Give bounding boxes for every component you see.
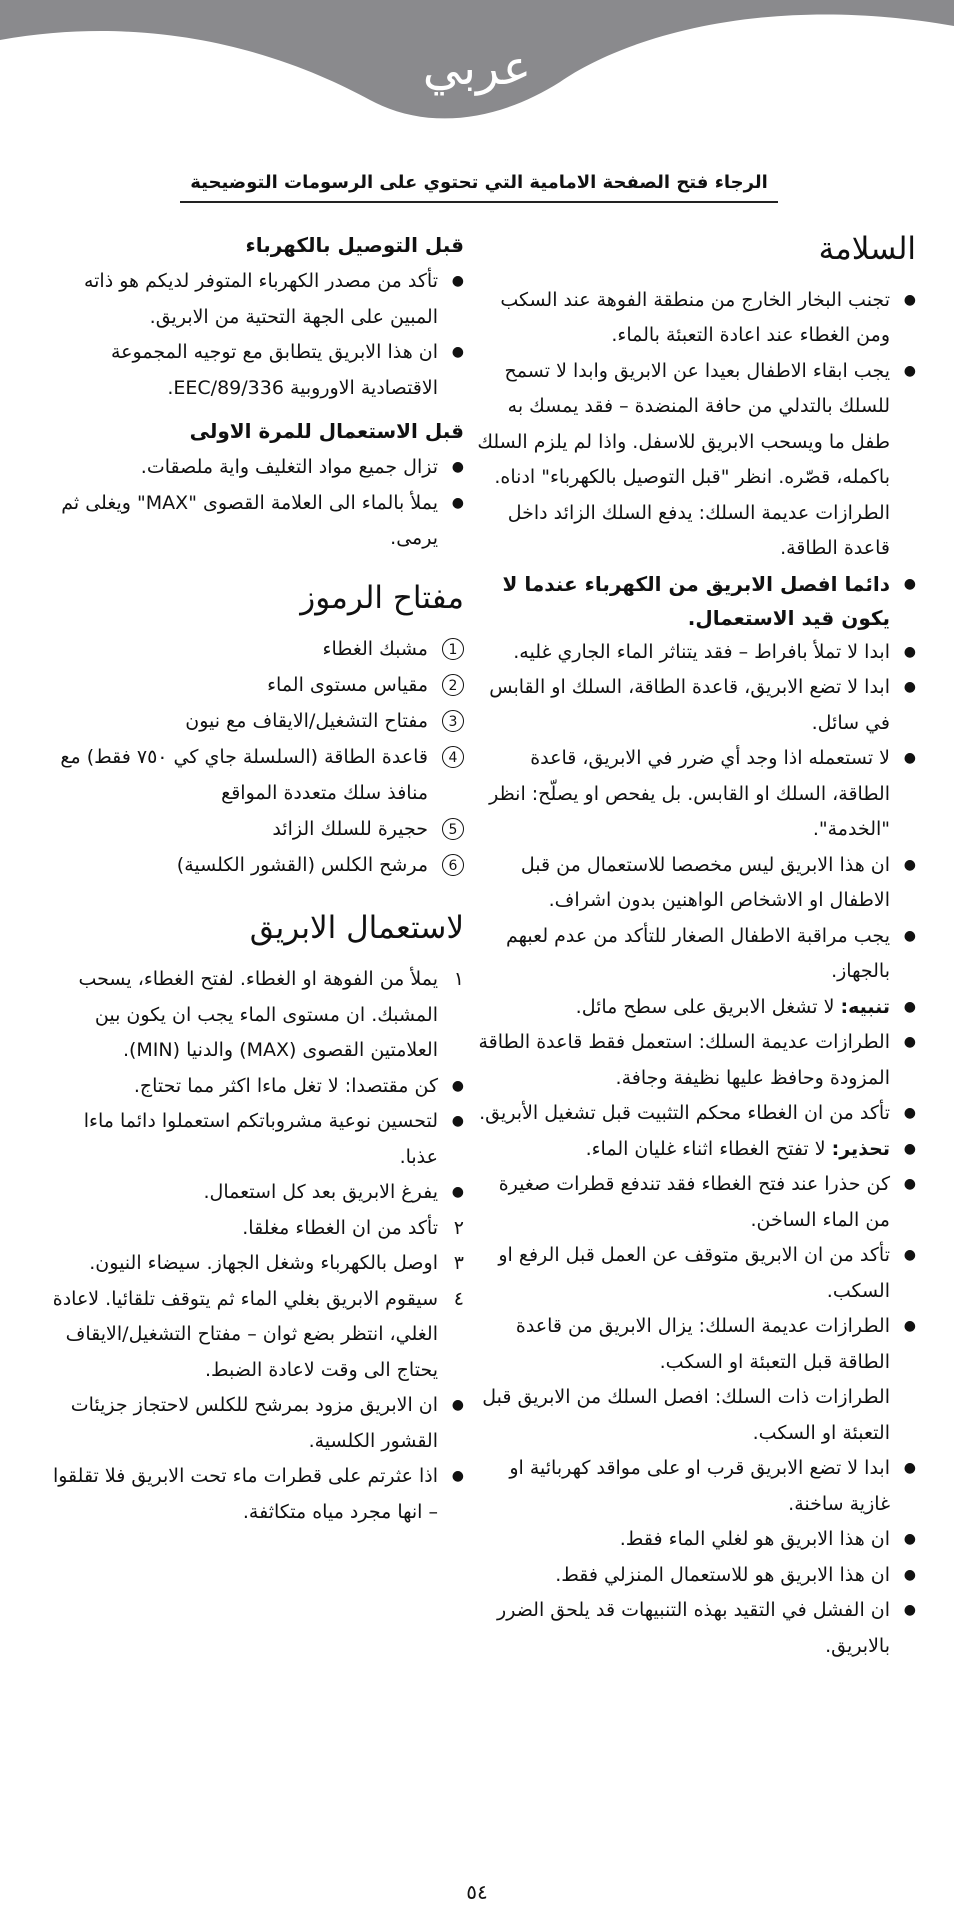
first-use-heading: قبل الاستعمال للمرة الاولى: [189, 419, 464, 443]
safety-item-text: ابدا لا تضع الابريق قرب او على مواقد كهربائية او غازية ساخنة.: [509, 1457, 890, 1515]
safety-item-text: لا تشغل الابريق على سطح مائل.: [575, 995, 841, 1018]
safety-item: [471, 990, 916, 1026]
safety-item: [471, 1558, 916, 1594]
page-number: ٥٤: [466, 1880, 488, 1904]
using-item-text: كن مقتصدا: لا تغل ماءا اكثر مما تحتاج.: [133, 1074, 438, 1097]
step-number: ٤: [453, 1287, 464, 1310]
safety-item: [471, 567, 916, 635]
safety-item-text: ابدا لا تضع الابريق، قاعدة الطاقة، السلك او القابس في سائل.: [489, 676, 890, 734]
first-use-list: [44, 450, 464, 557]
using-item-text: اوصل بالكهرباء وشغل الجهاز. سيضاء النيون.: [89, 1252, 438, 1274]
key-item-label: مفتاح التشغيل/الايقاف مع نيون: [185, 710, 428, 733]
before-plugging-list: [44, 264, 464, 406]
safety-item: [471, 1025, 916, 1096]
key-section: [44, 579, 464, 884]
safety-item-text: ان هذا الابريق هو لغلي الماء فقط.: [619, 1528, 890, 1551]
number-circle-icon: 3: [442, 710, 464, 732]
using-item: [44, 1211, 464, 1247]
safety-item: [471, 1096, 916, 1132]
safety-item-text: لا تستعمله اذا وجد أي ضرر في الابريق، قاعدة الطاقة، السلك او القابس. بل يفحص او يصلّح: انظر "الخدمة".: [489, 747, 890, 841]
safety-item: [471, 848, 916, 919]
safety-item: [471, 1238, 916, 1309]
using-item-text: يملأ من الفوهة او الغطاء. لفتح الغطاء، يسحب المشبك. ان مستوى الماء يجب ان يكون بين العلامتين القصوى (MAX) والدنيا (MIN).: [78, 968, 438, 1061]
safety-item: [471, 283, 916, 354]
using-section: [44, 909, 464, 1530]
number-circle-icon: 4: [442, 746, 464, 768]
list-item: ● تزال جميع مواد التغليف واية ملصقات.: [44, 450, 464, 486]
number-circle-icon: 1: [442, 638, 464, 660]
using-item: [44, 1246, 464, 1282]
key-item-label: حجيرة للسلك الزائد: [272, 818, 428, 841]
key-item: [44, 811, 464, 847]
using-item: [44, 1104, 464, 1175]
step-number: ٢: [453, 1216, 464, 1239]
safety-item-text: ان هذا الابريق هو للاستعمال المنزلي فقط.: [555, 1563, 890, 1586]
safety-item: [471, 741, 916, 848]
safety-list: [471, 283, 916, 1665]
safety-item: [471, 1451, 916, 1522]
key-list: [44, 631, 464, 883]
instruction-note: الرجاء فتح الصفحة الامامية التي تحتوي على الرسومات التوضيحية: [180, 172, 778, 203]
using-item: [44, 1459, 464, 1530]
safety-item: [471, 670, 916, 741]
using-item: [44, 1175, 464, 1211]
safety-item-text: يجب ابقاء الاطفال بعيدا عن الابريق وابدا لا تسمح للسلك بالتدلي من حافة المنضدة – فقد يمسك به طفل ما ويسحب الابريق للاسفل. واذا لم يلزم السلك باكمله، قصّره. انظر "قبل التوصيل بالكهرباء" ادناه.: [477, 359, 890, 489]
safety-item: [471, 1593, 916, 1664]
left-column: [44, 230, 464, 1530]
safety-item: [471, 1522, 916, 1558]
safety-item-text: ان الفشل في التقيد بهذه التنبيهات قد يلحق الضرر بالابريق.: [497, 1599, 890, 1657]
key-item-label: مشبك الغطاء: [322, 638, 428, 661]
list-item: ● يملأ بالماء الى العلامة القصوى "MAX" ويغلى ثم يرمى.: [44, 486, 464, 557]
safety-item-text: يجب مراقبة الاطفال الصغار للتأكد من عدم لعبهم بالجهاز.: [506, 924, 890, 983]
safety-item-text: الطرازات ذات السلك: افصل السلك من الابريق قبل التعبئة او السكب.: [482, 1386, 890, 1444]
list-item: ● تأكد من مصدر الكهرباء المتوفر لديكم هو ذاته المبين على الجهة التحتية من الابريق.: [44, 264, 464, 335]
key-item: [44, 631, 464, 667]
safety-item-text: تأكد من ان الابريق متوقف عن العمل قبل الرفع او السكب.: [498, 1244, 890, 1302]
step-number: ١: [453, 968, 464, 990]
safety-item: [471, 496, 916, 567]
number-circle-icon: 2: [442, 674, 464, 696]
safety-item: [471, 1380, 916, 1451]
using-heading: لاستعمال الابريق: [249, 910, 464, 947]
safety-item-text: ابدا لا تملأ بافراط – فقد يتناثر الماء الجاري غليه.: [513, 640, 890, 663]
safety-item-text: كن حذرا عند فتح الغطاء فقد تندفع قطرات صغيرة من الماء الساخن.: [498, 1173, 890, 1231]
banner-title: عربي: [422, 40, 532, 96]
key-item: [44, 703, 464, 739]
using-item-text: لتحسين نوعية مشروباتكم استعملوا دائما ماءا عذبا.: [83, 1110, 438, 1168]
safety-item: [471, 1309, 916, 1380]
list-item: ● ان هذا الابريق يتطابق مع توجيه المجموعة الاقتصادية الاوروبية EEC/89/336.: [44, 335, 464, 406]
before-plugging-section: [44, 230, 464, 406]
key-heading: مفتاح الرموز: [300, 579, 464, 616]
safety-item-text: تجنب البخار الخارج من منطقة الفوهة عند السكب ومن الغطاء عند اعادة التعبئة بالماء.: [500, 288, 890, 347]
using-item: [44, 962, 464, 1069]
key-item: [44, 739, 464, 811]
safety-item: [471, 354, 916, 496]
safety-item-text: لا تفتح الغطاء اثناء غليان الماء.: [585, 1137, 832, 1160]
first-use-section: [44, 416, 464, 557]
key-item: [44, 847, 464, 883]
using-item: [44, 1388, 464, 1459]
step-number: ٣: [453, 1252, 464, 1274]
warning-label: تنبيه:: [840, 995, 890, 1018]
using-item: [44, 1069, 464, 1105]
using-item-text: يفرغ الابريق بعد كل استعمال.: [203, 1181, 438, 1203]
key-item-label: مقياس مستوى الماء: [267, 674, 428, 697]
safety-item: [471, 635, 916, 671]
key-item-label: مرشح الكلس (القشور الكلسية): [176, 854, 428, 877]
before-plugging-heading: قبل التوصيل بالكهرباء: [245, 233, 464, 257]
safety-item-text: الطرازات عديمة السلك: استعمل فقط قاعدة الطاقة المزودة وحافظ عليها نظيفة وجافة.: [478, 1031, 890, 1089]
key-item: [44, 667, 464, 703]
number-circle-icon: 6: [442, 854, 464, 876]
safety-item: [471, 1132, 916, 1168]
using-item: [44, 1282, 464, 1389]
safety-item: [471, 919, 916, 990]
key-item-label: قاعدة الطاقة (السلسلة جاي كي ٧٥٠ فقط) مع منافذ سلك متعددة المواقع: [60, 746, 428, 805]
using-list: [44, 962, 464, 1530]
using-item-text: سيقوم الابريق بغلي الماء ثم يتوقف تلقائيا. لاعادة الغلي، انتظر بضع ثوان – مفتاح التشغيل/الايقاف يحتاج الى وقت لاعادة الضبط.: [52, 1287, 438, 1381]
using-item-text: اذا عثرتم على قطرات ماء تحت الابريق فلا تقلقوا – انها مجرد مياه متكاثفة.: [52, 1465, 438, 1523]
warning-label: تحذير:: [831, 1137, 890, 1160]
safety-section: [471, 230, 916, 1664]
using-item-text: ان الابريق مزود بمرشح للكلس لاحتجاز جزيئات القشور الكلسية.: [70, 1394, 438, 1452]
safety-item-text: الطرازات عديمة السلك: يزال الابريق من قاعدة الطاقة قبل التعبئة او السكب.: [515, 1315, 890, 1373]
safety-item-text: الطرازات عديمة السلك: يدفع السلك الزائد داخل قاعدة الطاقة.: [507, 501, 890, 560]
number-circle-icon: 5: [442, 818, 464, 840]
safety-heading: السلامة: [818, 231, 916, 267]
safety-item: [471, 1167, 916, 1238]
safety-item-text: ان هذا الابريق ليس مخصصا للاستعمال من قبل الاطفال او الاشخاص الواهنين بدون اشراف.: [520, 853, 890, 912]
safety-item-text: دائما افصل الابريق من الكهرباء عندما لا يكون قيد الاستعمال.: [502, 571, 890, 630]
using-item-text: تأكد من ان الغطاء مغلقا.: [242, 1216, 438, 1239]
safety-item-text: تأكد من ان الغطاء محكم التثبيت قبل تشغيل الأبريق.: [479, 1102, 890, 1125]
